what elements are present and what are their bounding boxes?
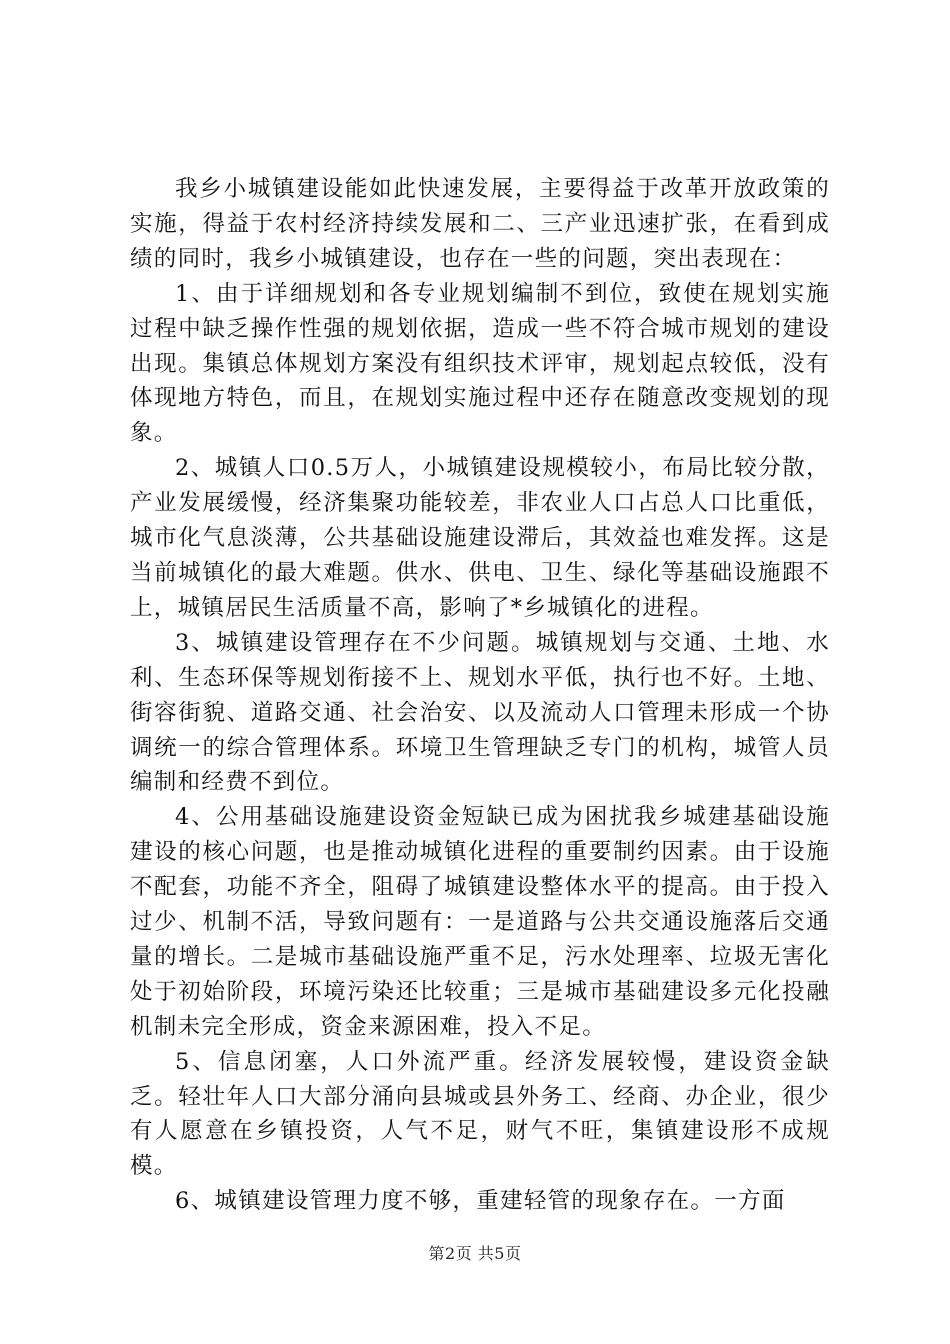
document-body	[130, 172, 830, 1219]
paragraph-item-6: 6、城镇建设管理力度不够，重建轻管的现象存在。一方面	[175, 1188, 786, 1215]
paragraph-item-2: 2、城镇人口0.5万人，小城镇建设规模较小，布局比较分散，产业发展缓慢，经济集聚功能较差，非农业人口占总人口比重低，城市化气息淡薄，公共基础设施建设滞后，其效益也难发挥。这是当前城镇化的最大难题。供水、供电、卫生、绿化等基础设施跟不上，城镇居民生活质量不高，影响了*乡城镇化的进程。	[130, 455, 830, 621]
paragraph-item-1: 1、由于详细规划和各专业规划编制不到位，致使在规划实施过程中缺乏操作性强的规划依据，造成一些不符合城市规划的建设出现。集镇总体规划方案没有组织技术评审，规划起点较低，没有体现地方特色，而且，在规划实施过程中还存在随意改变规划的现象。	[130, 280, 830, 447]
page-footer: 第2页 共5页	[428, 1244, 522, 1263]
paragraph-item-4: 4、公用基础设施建设资金短缺已成为困扰我乡城建基础设施建设的核心问题，也是推动城镇化进程的重要制约因素。由于设施不配套，功能不齐全，阻碍了城镇建设整体水平的提高。由于投入过少、机制不活，导致问题有：一是道路与公共交通设施落后交通量的增长。二是城市基础设施严重不足，污水处理率、垃圾无害化处于初始阶段，环境污染还比较重；三是城市基础建设多元化投融机制未完全形成，资金来源困难，投入不足。	[130, 804, 830, 1040]
paragraph-item-5: 5、信息闭塞，人口外流严重。经济发展较慢，建设资金缺乏。轻壮年人口大部分涌向县城或县外务工、经商、办企业，很少有人愿意在乡镇投资，人气不足，财气不旺，集镇建设形不成规模。	[130, 1048, 830, 1180]
paragraph-item-3: 3、城镇建设管理存在不少问题。城镇规划与交通、土地、水利、生态环保等规划衔接不上、规划水平低，执行也不好。土地、街容街貌、道路交通、社会治安、以及流动人口管理未形成一个协调统一的综合管理体系。环境卫生管理缺乏专门的机构，城管人员编制和经费不到位。	[130, 629, 830, 796]
paragraph-intro: 我乡小城镇建设能如此快速发展，主要得益于改革开放政策的实施，得益于农村经济持续发展和二、三产业迅速扩张，在看到成绩的同时，我乡小城镇建设，也存在一些的问题，突出表现在：	[130, 176, 830, 272]
